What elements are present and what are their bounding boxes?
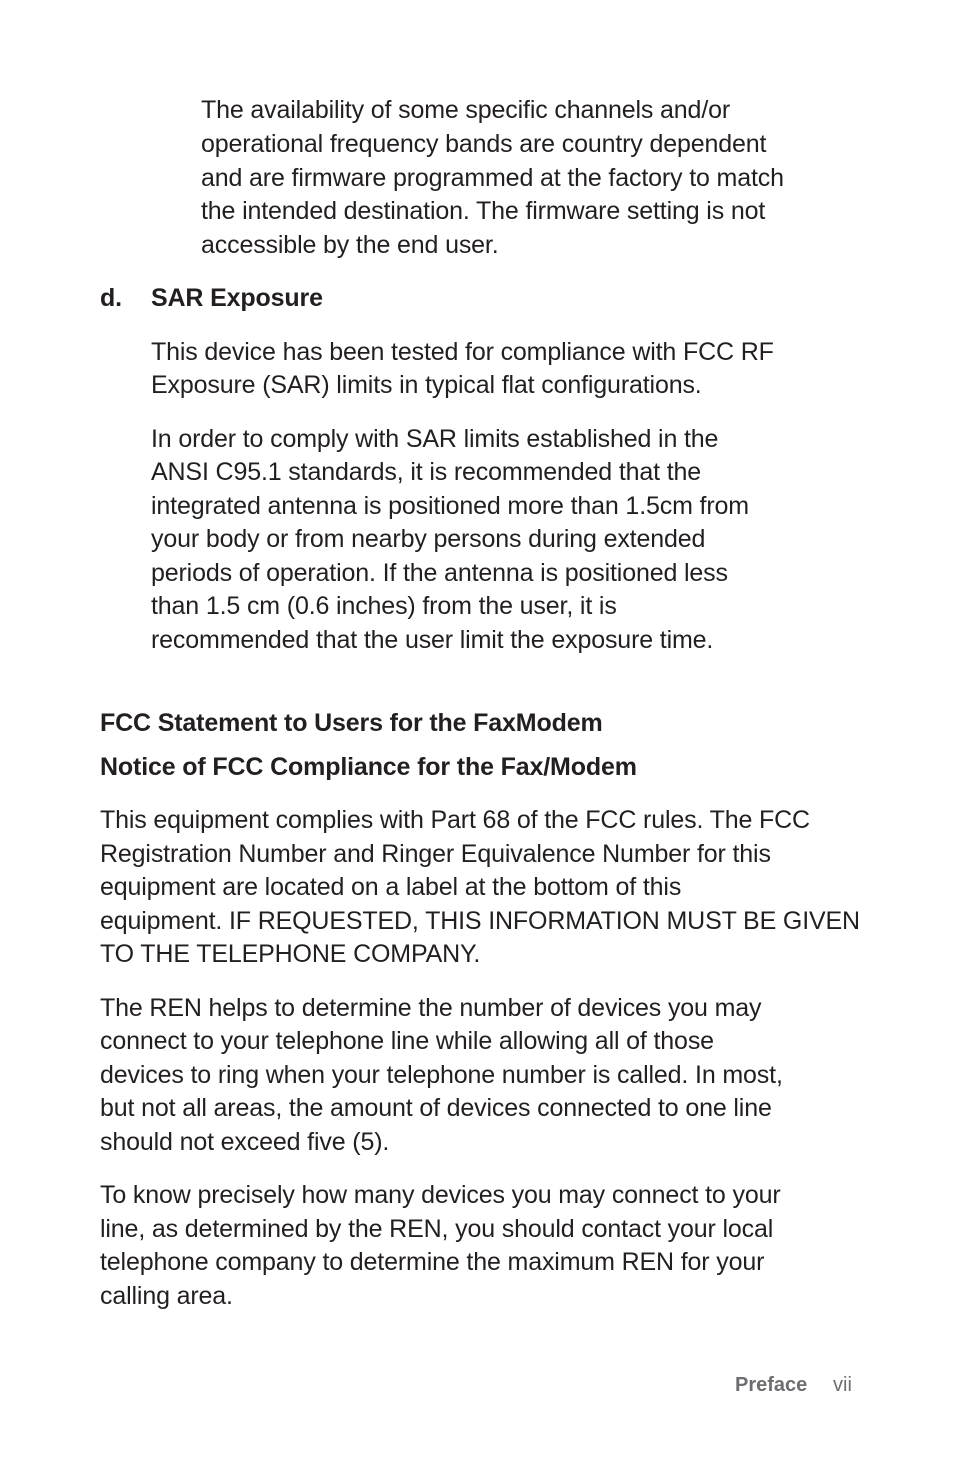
fcc-section-subheading: Notice of FCC Compliance for the Fax/Modem <box>100 753 637 781</box>
fcc-paragraph1-line: Registration Number and Ringer Equivalence Number for this <box>100 840 771 868</box>
sar-paragraph1-line: Exposure (SAR) limits in typical flat configurations. <box>151 371 702 399</box>
fcc-paragraph1-line: equipment. IF REQUESTED, THIS INFORMATION MUST BE GIVEN <box>100 907 860 935</box>
fcc-paragraph2-line: should not exceed five (5). <box>100 1128 390 1156</box>
intro-line: and are firmware programmed at the factory to match <box>201 164 784 192</box>
footer-section-label: Preface <box>735 1374 808 1396</box>
fcc-paragraph1-line: This equipment complies with Part 68 of the FCC rules. The FCC <box>100 806 810 834</box>
sar-section-heading: SAR Exposure <box>151 284 323 312</box>
fcc-paragraph1-line: TO THE TELEPHONE COMPANY. <box>100 940 481 968</box>
sar-paragraph1-line: This device has been tested for compliance with FCC RF <box>151 338 774 366</box>
sar-paragraph2-line: integrated antenna is positioned more than 1.5cm from <box>151 492 749 520</box>
fcc-paragraph1-line: equipment are located on a label at the bottom of this <box>100 873 682 901</box>
sar-paragraph2-line: recommended that the user limit the exposure time. <box>151 626 714 654</box>
fcc-paragraph3-line: line, as determined by the REN, you should contact your local <box>100 1215 774 1243</box>
fcc-paragraph3-line: telephone company to determine the maximum REN for your <box>100 1248 765 1276</box>
fcc-paragraph2-line: The REN helps to determine the number of devices you may <box>100 994 762 1022</box>
fcc-paragraph3-line: calling area. <box>100 1282 233 1310</box>
sar-paragraph2-line: your body or from nearby persons during extended <box>151 525 706 553</box>
sar-paragraph2-line: In order to comply with SAR limits established in the <box>151 425 719 453</box>
intro-line: operational frequency bands are country dependent <box>201 130 767 158</box>
fcc-paragraph2-line: connect to your telephone line while allowing all of those <box>100 1027 714 1055</box>
fcc-section-heading: FCC Statement to Users for the FaxModem <box>100 709 603 737</box>
fcc-paragraph2-line: devices to ring when your telephone number is called. In most, <box>100 1061 783 1089</box>
intro-line: The availability of some specific channels and/or <box>201 96 731 124</box>
sar-paragraph2-line: than 1.5 cm (0.6 inches) from the user, it is <box>151 592 617 620</box>
footer-page-number: vii <box>833 1374 852 1396</box>
sar-paragraph2-line: periods of operation. If the antenna is positioned less <box>151 559 728 587</box>
intro-line: accessible by the end user. <box>201 231 499 259</box>
fcc-paragraph2-line: but not all areas, the amount of devices connected to one line <box>100 1094 772 1122</box>
fcc-paragraph3-line: To know precisely how many devices you may connect to your <box>100 1181 781 1209</box>
intro-line: the intended destination. The firmware setting is not <box>201 197 766 225</box>
sar-paragraph2-line: ANSI C95.1 standards, it is recommended that the <box>151 458 702 486</box>
sar-section-marker: d. <box>100 284 122 312</box>
